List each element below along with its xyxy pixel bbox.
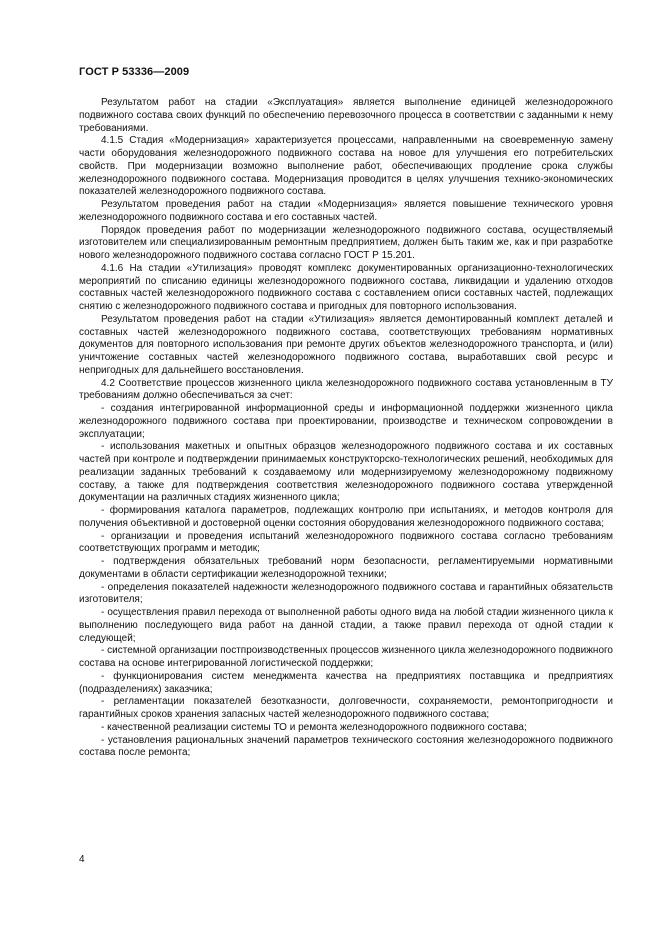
list-item: - функционирования систем менеджмента качества на предприятиях поставщика и предприятиях (подразделениях) заказчика; [79, 670, 613, 695]
list-item: - осуществления правил перехода от выполненной работы одного вида на любой стадии жизненного цикла к выполнению последующего вида работ на данной стадии, а также правил перехода от одной стадии к следующей; [79, 607, 613, 644]
list-item: - системной организации постпроизводственных процессов жизненного цикла железнодорожного подвижного состава на основе интегрированной логистической поддержки; [79, 645, 613, 669]
list-item: - создания интегрированной информационной среды и информационной поддержки жизненного цикла железнодорожного подвижного состава при проектировании, производстве и техническом сопровождении в эксплуатации; [79, 403, 613, 440]
list-item: - определения показателей надежности железнодорожного подвижного состава и гарантийных обязательств изготовителя; [79, 581, 613, 606]
list-item: - подтверждения обязательных требований норм безопасности, регламентируемыми нормативными документами в области сертификации железнодорожной техники; [79, 556, 613, 580]
paragraph: Результатом работ на стадии «Эксплуатация» является выполнение единицей железнодорожного подвижного состава своих функций по обеспечению перевозочного процесса в соответствии с заданными к нему требованиями. [79, 97, 613, 134]
list-item: - установления рациональных значений параметров технического состояния железнодорожного подвижного состава после ремонта; [79, 734, 613, 759]
paragraph: 4.1.5 Стадия «Модернизация» характеризуется процессами, направленными на своевременную замену части оборудования железнодорожного подвижного состава на новое для улучшения его потребительских свойств. При модернизации возможно выполнение работ, обеспечивающих продление срока службы железнодорожного подвижного состава. Модернизация проводится в целях улучшения технико-экономических показателей железнодорожного подвижного состава. [79, 135, 613, 198]
page-number: 4 [79, 854, 85, 865]
paragraph: Результатом проведения работ на стадии «Модернизация» является повышение технического уровня железнодорожного подвижного состава и его составных частей. [79, 199, 613, 223]
list-item: - формирования каталога параметров, подлежащих контролю при испытаниях, и методов контроля для получения объективной и достоверной оценки состояния оборудования железнодорожного подвижного состава; [79, 505, 613, 529]
list-item: - качественной реализации системы ТО и ремонта железнодорожного подвижного состава; [101, 721, 527, 733]
list-item: - использования макетных и опытных образцов железнодорожного подвижного состава и их составных частей при контроле и подтверждении принимаемых конструкторско-технологических решений, необходимых для реализации заданных требований к создаваемому или модернизируемому железнодорожному подвижному составу, а также для подтверждения соответствия железнодорожного подвижного состава утвержденной документации на различных стадиях жизненного цикла; [79, 441, 613, 504]
document-body [79, 97, 613, 760]
list-item: - регламентации показателей безотказности, долговечности, сохраняемости, ремонтопригодности и гарантийных сроков хранения запасных частей железнодорожного подвижного состава; [79, 696, 613, 720]
paragraph: Результатом проведения работ на стадии «Утилизация» является демонтированный комплект деталей и составных частей железнодорожного подвижного состава, соответствующих требованиям нормативных документов для повторного использования при ремонте других объектов железнодорожного транспорта, и (или) уничтожение составных частей железнодорожного подвижного состава, выработавших свой ресурс и непригодных для дальнейшего восстановления. [79, 313, 613, 376]
paragraph: Порядок проведения работ по модернизации железнодорожного подвижного состава, осуществляемый изготовителем или специализированным ремонтным предприятием, должен быть таким же, как и при разработке нового железнодорожного подвижного состава согласно ГОСТ Р 15.201. [79, 224, 613, 261]
document-header: ГОСТ Р 53336—2009 [79, 66, 190, 78]
paragraph: 4.1.6 На стадии «Утилизация» проводят комплекс документированных организационно-технологических мероприятий по списанию единицы железнодорожного подвижного состава, ликвидации и удалению отходов составных частей железнодорожного подвижного состава с составлением описи составных частей, подлежащих снятию с железнодорожного подвижного состава и пригодных для повторного использования. [79, 262, 613, 312]
paragraph: 4.2 Соответствие процессов жизненного цикла железнодорожного подвижного состава установленным в ТУ требованиям должно обеспечиваться за счет: [79, 377, 613, 402]
list-item: - организации и проведения испытаний железнодорожного подвижного состава согласно требованиям соответствующих программ и методик; [79, 530, 613, 555]
